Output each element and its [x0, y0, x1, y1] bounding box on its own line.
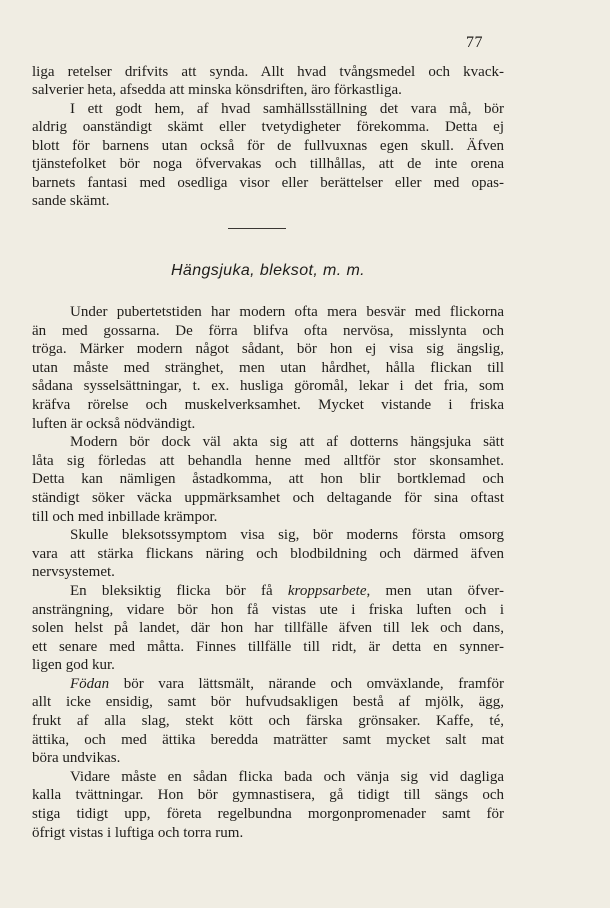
text-line: till och med inbillade krämpor.: [32, 508, 218, 525]
text-line: stiga tidigt upp, företa regelbundna morgonpromenader samt för: [32, 806, 504, 823]
text-line: aldrig oanständigt skämt eller tvetydigheter förekomma. Detta ej: [32, 119, 504, 136]
text-line: [32, 675, 504, 694]
text-line: barnets fantasi med osedliga visor eller berättelser eller med opas-: [32, 174, 504, 191]
text-line: I ett godt hem, af hvad samhällsställning det vara må, bör: [70, 100, 504, 117]
text-line: sådana sysselsättningar, t. ex. husliga göromål, lekar i det fria, som: [32, 378, 504, 395]
text-run: En bleksiktig flicka bör få: [70, 582, 288, 599]
paragraph-block-1: [32, 63, 504, 211]
paragraph-block-2: [32, 303, 504, 842]
text-line: liga retelser drifvits att synda. Allt hvad tvångsmedel och kvack-: [32, 64, 504, 80]
text-line: Under pubertetstiden har modern ofta mera besvär med flickorna: [70, 304, 504, 320]
text-line: öfrigt vistas i luftiga och torra rum.: [32, 824, 244, 841]
text-line: blott för barnens utan också för de fullvuxnas egen skull. Äfven: [32, 137, 504, 154]
text-line: ansträngning, vidare bör hon få vistas ute i friska luften och i: [32, 601, 504, 618]
text-line: allt icke ensidig, samt bör hufvudsakligen bestå af mjölk, ägg,: [32, 694, 504, 711]
text-line: kalla tvättningar. Hon bör gymnastisera, gå tidigt till sängs och: [32, 787, 504, 804]
text-line: än med gossarna. De förra blifva ofta nervösa, misslynta och: [32, 322, 504, 339]
section-divider: [228, 228, 286, 229]
text-line: solen helst på landet, där hon har tillfälle äfven till lek och dans,: [32, 620, 504, 637]
text-line: låta sig förledas att behandla henne med alltför stor skonsamhet.: [32, 452, 504, 469]
text-line: ligen god kur.: [32, 657, 115, 674]
text-line: Vidare måste en sådan flicka bada och vänja sig vid dagliga: [70, 768, 504, 785]
text-line: tröga. Märker modern något sådant, bör hon ej visa sig ängslig,: [32, 341, 504, 358]
text-line: frukt af alla slag, stekt kött och färska grönsaker. Kaffe, té,: [32, 713, 504, 730]
text-line: tjänstefolket bör noga öfvervakas och tillhållas, att de inte orena: [32, 156, 504, 173]
text-line: Skulle bleksotssymptom visa sig, bör moderns första omsorg: [70, 527, 504, 544]
text-line: salverier heta, afsedda att minska könsdriften, äro förkastliga.: [32, 82, 402, 99]
text-run: bör vara lättsmält, närande och omväxlande, framför: [109, 675, 504, 692]
emphasis-fodan: Födan: [70, 675, 110, 692]
text-line: böra undvikas.: [32, 750, 121, 767]
text-line: ständigt söker väcka uppmärksamhet och deltagande för sina oftast: [32, 489, 504, 506]
text-line: Detta kan nämligen åstadkomma, att hon blir bortklemad och: [32, 471, 504, 488]
page-number: 77: [466, 34, 483, 51]
text-line: luften är också nödvändigt.: [32, 415, 196, 432]
emphasis-kroppsarbete: kroppsarbete: [287, 582, 367, 599]
text-line: ättika, och med ättika beredda maträtter samt mycket salt mat: [32, 731, 504, 748]
text-line: vara att stärka flickans näring och blodbildning och därmed äfven: [32, 545, 504, 562]
section-heading: Hängsjuka, bleksot, m. m.: [170, 262, 366, 279]
text-line: Modern bör dock väl akta sig att af dotterns hängsjuka sätt: [70, 434, 504, 451]
text-line: sande skämt.: [32, 193, 110, 210]
text-line: [32, 582, 504, 601]
text-run: , men utan öfver-: [366, 582, 504, 599]
text-line: nervsystemet.: [32, 564, 115, 581]
text-line: kräfva rörelse och muskelverksamhet. Mycket vistande i friska: [32, 396, 504, 413]
text-line: ett senare med måtta. Finnes tillfälle till ridt, är detta en synner-: [32, 638, 504, 655]
text-line: utan måste med stränghet, men utan hårdhet, hålla flickan till: [32, 359, 504, 376]
